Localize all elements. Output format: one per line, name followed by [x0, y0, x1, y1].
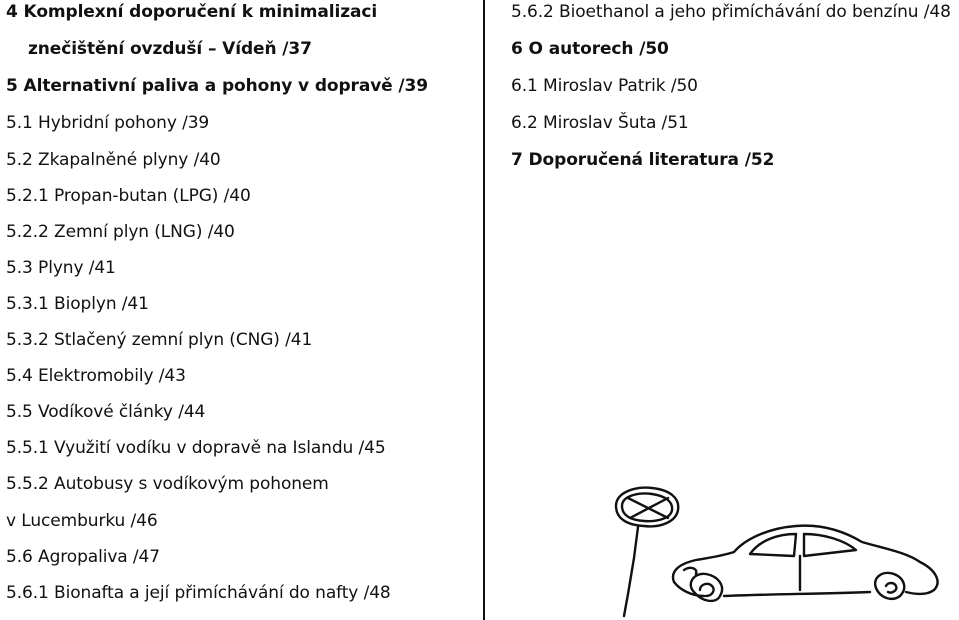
toc-entry: 5.4 Elektromobily /43: [6, 366, 186, 386]
toc-entry: 6.1 Miroslav Patrik /50: [511, 76, 698, 96]
toc-entry: 5.6.1 Bionafta a její přimíchávání do nafty /48: [6, 583, 391, 603]
toc-entry: 5.5.1 Využití vodíku v dopravě na Islandu /45: [6, 438, 386, 458]
car-front-hubcap: [700, 584, 714, 596]
car-body-top: [673, 526, 938, 594]
toc-entry: v Lucemburku /46: [6, 511, 158, 531]
sign-pole: [624, 527, 638, 616]
toc-entry: 5.6.2 Bioethanol a jeho přimíchávání do benzínu /48: [511, 2, 951, 22]
car-window-rear: [804, 534, 856, 556]
column-divider: [483, 0, 485, 620]
car-headlight: [684, 568, 696, 574]
toc-entry: 5.5 Vodíkové články /44: [6, 402, 206, 422]
toc-entry: 5 Alternativní paliva a pohony v dopravě /39: [6, 76, 428, 96]
car-rear-wheel: [875, 573, 904, 599]
toc-entry: 5.2.2 Zemní plyn (LNG) /40: [6, 222, 235, 242]
toc-entry: 5.1 Hybridní pohony /39: [6, 113, 210, 133]
toc-entry: 5.3 Plyny /41: [6, 258, 116, 278]
car-window-front: [750, 534, 796, 556]
sign-cross: [628, 498, 668, 518]
crossed-out-car-sign-illustration: [600, 478, 959, 620]
toc-entry: 7 Doporučená literatura /52: [511, 150, 775, 170]
toc-entry: 6 O autorech /50: [511, 39, 669, 59]
toc-entry: 5.5.2 Autobusy s vodíkovým pohonem: [6, 474, 329, 494]
car-rear-hubcap: [886, 583, 896, 593]
toc-entry: 5.2 Zkapalněné plyny /40: [6, 150, 221, 170]
toc-entry: 5.6 Agropaliva /47: [6, 547, 160, 567]
toc-entry: 6.2 Miroslav Šuta /51: [511, 113, 689, 133]
toc-entry: 5.3.1 Bioplyn /41: [6, 294, 149, 314]
toc-entry: znečištění ovzduší – Vídeň /37: [28, 39, 312, 59]
toc-entry: 5.2.1 Propan-butan (LPG) /40: [6, 186, 251, 206]
toc-entry: 4 Komplexní doporučení k minimalizaci: [6, 2, 378, 22]
toc-entry: 5.3.2 Stlačený zemní plyn (CNG) /41: [6, 330, 313, 350]
car-underside: [724, 592, 870, 596]
